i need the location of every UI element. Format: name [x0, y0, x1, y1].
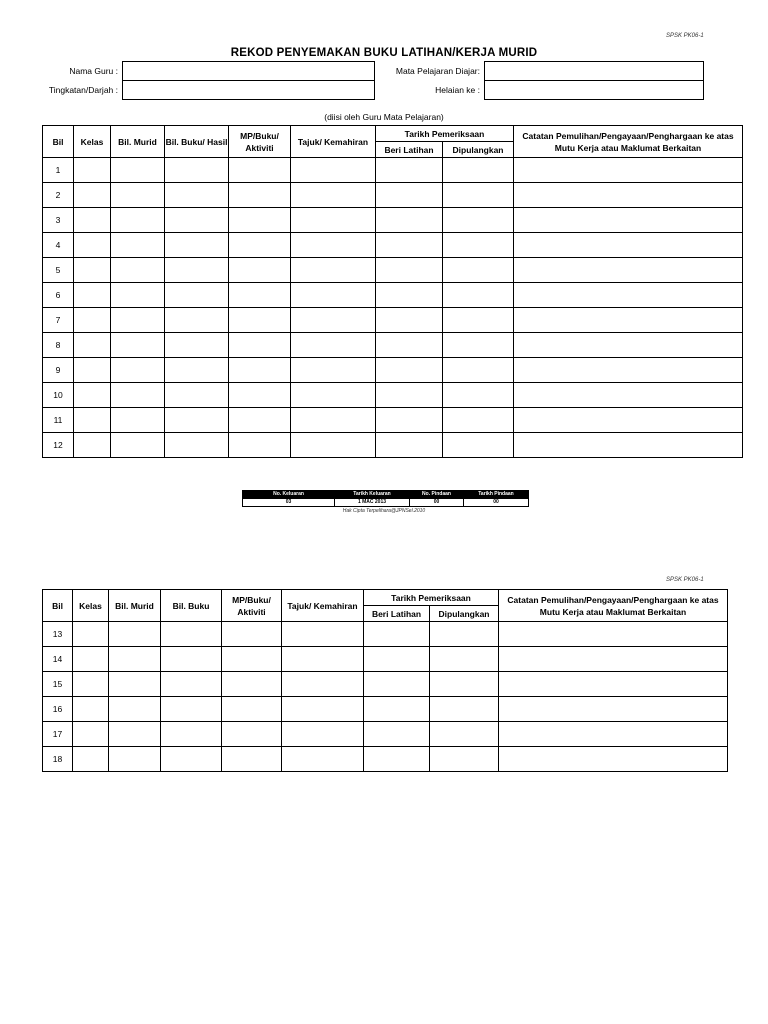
entry-cell[interactable]	[443, 408, 514, 433]
entry-cell[interactable]	[229, 408, 291, 433]
tingkatan-field[interactable]	[122, 80, 375, 100]
entry-cell[interactable]	[499, 647, 728, 672]
entry-cell[interactable]	[74, 333, 111, 358]
entry-cell[interactable]	[291, 208, 376, 233]
header-beri-latihan: Beri Latihan	[364, 606, 430, 622]
entry-cell[interactable]	[514, 283, 743, 308]
entry-cell[interactable]	[443, 208, 514, 233]
entry-cell[interactable]	[364, 622, 430, 647]
row-number: 8	[43, 333, 74, 358]
entry-cell[interactable]	[165, 383, 229, 408]
entry-cell[interactable]	[165, 158, 229, 183]
entry-cell[interactable]	[291, 433, 376, 458]
revision-header: Tarikh Keluaran	[335, 491, 410, 499]
entry-cell[interactable]	[376, 283, 443, 308]
entry-cell[interactable]	[161, 672, 222, 697]
revision-value: 00	[464, 499, 529, 507]
row-number: 2	[43, 183, 74, 208]
entry-cell[interactable]	[499, 747, 728, 772]
entry-cell[interactable]	[161, 697, 222, 722]
entry-cell[interactable]	[291, 308, 376, 333]
record-table-2	[42, 589, 728, 772]
entry-cell[interactable]	[514, 333, 743, 358]
row-number: 7	[43, 308, 74, 333]
entry-cell[interactable]	[111, 383, 165, 408]
header-catatan: Catatan Pemulihan/Pengayaan/Penghargaan ke atas Mutu Kerja atau Maklumat Berkaitan	[514, 126, 743, 158]
row-number: 10	[43, 383, 74, 408]
entry-cell[interactable]	[376, 208, 443, 233]
entry-cell[interactable]	[514, 183, 743, 208]
table-row	[43, 697, 728, 722]
entry-cell[interactable]	[364, 722, 430, 747]
entry-cell[interactable]	[229, 158, 291, 183]
entry-cell[interactable]	[364, 647, 430, 672]
entry-cell[interactable]	[499, 697, 728, 722]
table-row	[43, 747, 728, 772]
row-number: 6	[43, 283, 74, 308]
table-row	[43, 233, 743, 258]
entry-cell[interactable]	[376, 383, 443, 408]
document-code-2: SPSK PK06-1	[666, 577, 704, 583]
header-kelas: Kelas	[73, 590, 109, 622]
entry-cell[interactable]	[165, 283, 229, 308]
entry-cell[interactable]	[291, 333, 376, 358]
revision-header: No. Pindaan	[410, 491, 464, 499]
row-number: 12	[43, 433, 74, 458]
entry-cell[interactable]	[282, 647, 364, 672]
header-dipulangkan: Dipulangkan	[430, 606, 499, 622]
table-row	[43, 647, 728, 672]
entry-cell[interactable]	[111, 433, 165, 458]
entry-cell[interactable]	[74, 233, 111, 258]
entry-cell[interactable]	[74, 283, 111, 308]
header-catatan: Catatan Pemulihan/Pengayaan/Penghargaan ke atas Mutu Kerja atau Maklumat Berkaitan	[499, 590, 728, 622]
entry-cell[interactable]	[430, 622, 499, 647]
entry-cell[interactable]	[376, 333, 443, 358]
entry-cell[interactable]	[282, 622, 364, 647]
table-row	[43, 358, 743, 383]
form-title: REKOD PENYEMAKAN BUKU LATIHAN/KERJA MURID	[230, 47, 538, 59]
entry-cell[interactable]	[109, 672, 161, 697]
entry-cell[interactable]	[74, 158, 111, 183]
entry-cell[interactable]	[109, 647, 161, 672]
entry-cell[interactable]	[165, 233, 229, 258]
entry-cell[interactable]	[73, 622, 109, 647]
revision-value: 03	[243, 499, 335, 507]
table-row	[43, 433, 743, 458]
entry-cell[interactable]	[514, 208, 743, 233]
table-row	[43, 383, 743, 408]
entry-cell[interactable]	[109, 747, 161, 772]
entry-cell[interactable]	[109, 697, 161, 722]
revision-header: Tarikh Pindaan	[464, 491, 529, 499]
entry-cell[interactable]	[111, 408, 165, 433]
table-row	[43, 183, 743, 208]
entry-cell[interactable]	[165, 258, 229, 283]
entry-cell[interactable]	[291, 408, 376, 433]
entry-cell[interactable]	[74, 183, 111, 208]
header-bil-murid: Bil. Murid	[111, 126, 165, 158]
table-row	[43, 672, 728, 697]
row-number: 13	[43, 622, 73, 647]
entry-cell[interactable]	[74, 433, 111, 458]
row-number: 17	[43, 722, 73, 747]
entry-cell[interactable]	[443, 358, 514, 383]
entry-cell[interactable]	[229, 383, 291, 408]
table-row	[43, 158, 743, 183]
header-tajuk: Tajuk/ Kemahiran	[282, 590, 364, 622]
nama-guru-label: Nama Guru :	[69, 66, 118, 76]
entry-cell[interactable]	[229, 208, 291, 233]
table-row	[43, 408, 743, 433]
mata-pelajaran-label: Mata Pelajaran Diajar:	[395, 66, 480, 76]
entry-cell[interactable]	[364, 672, 430, 697]
entry-cell[interactable]	[165, 333, 229, 358]
entry-cell[interactable]	[282, 672, 364, 697]
entry-cell[interactable]	[291, 183, 376, 208]
entry-cell[interactable]	[109, 622, 161, 647]
entry-cell[interactable]	[514, 433, 743, 458]
entry-cell[interactable]	[514, 233, 743, 258]
header-bil: Bil	[43, 126, 74, 158]
entry-cell[interactable]	[161, 622, 222, 647]
entry-cell[interactable]	[111, 333, 165, 358]
entry-cell[interactable]	[73, 672, 109, 697]
revision-header: No. Keluaran	[243, 491, 335, 499]
entry-cell[interactable]	[430, 722, 499, 747]
header-bil-buku: Bil. Buku	[161, 590, 222, 622]
entry-cell[interactable]	[376, 308, 443, 333]
header-mp-buku: MP/Buku/ Aktiviti	[229, 126, 291, 158]
entry-cell[interactable]	[74, 308, 111, 333]
entry-cell[interactable]	[364, 697, 430, 722]
entry-cell[interactable]	[376, 233, 443, 258]
row-number: 16	[43, 697, 73, 722]
entry-cell[interactable]	[111, 308, 165, 333]
entry-cell[interactable]	[443, 283, 514, 308]
entry-cell[interactable]	[74, 358, 111, 383]
entry-cell[interactable]	[229, 333, 291, 358]
entry-cell[interactable]	[376, 433, 443, 458]
entry-cell[interactable]	[443, 308, 514, 333]
entry-cell[interactable]	[74, 408, 111, 433]
entry-cell[interactable]	[73, 697, 109, 722]
entry-cell[interactable]	[430, 672, 499, 697]
entry-cell[interactable]	[73, 722, 109, 747]
entry-cell[interactable]	[376, 408, 443, 433]
revision-table	[242, 490, 529, 507]
entry-cell[interactable]	[111, 183, 165, 208]
entry-cell[interactable]	[443, 333, 514, 358]
entry-cell[interactable]	[111, 208, 165, 233]
entry-cell[interactable]	[376, 358, 443, 383]
entry-cell[interactable]	[282, 747, 364, 772]
entry-cell[interactable]	[74, 383, 111, 408]
entry-cell[interactable]	[514, 258, 743, 283]
entry-cell[interactable]	[499, 672, 728, 697]
header-bil: Bil	[43, 590, 73, 622]
entry-cell[interactable]	[443, 383, 514, 408]
entry-cell[interactable]	[165, 408, 229, 433]
entry-cell[interactable]	[111, 358, 165, 383]
entry-cell[interactable]	[376, 158, 443, 183]
entry-cell[interactable]	[73, 647, 109, 672]
table-row	[43, 258, 743, 283]
entry-cell[interactable]	[111, 233, 165, 258]
document-code: SPSK PK06-1	[666, 33, 704, 39]
row-number: 4	[43, 233, 74, 258]
entry-cell[interactable]	[499, 722, 728, 747]
revision-value: 1 MAC 2013	[335, 499, 410, 507]
header-tarikh: Tarikh Pemeriksaan	[364, 590, 499, 606]
header-tarikh: Tarikh Pemeriksaan	[376, 126, 514, 142]
row-number: 5	[43, 258, 74, 283]
entry-cell[interactable]	[222, 747, 282, 772]
entry-cell[interactable]	[514, 308, 743, 333]
entry-cell[interactable]	[291, 358, 376, 383]
entry-cell[interactable]	[229, 358, 291, 383]
row-number: 15	[43, 672, 73, 697]
entry-cell[interactable]	[165, 308, 229, 333]
header-tajuk: Tajuk/ Kemahiran	[291, 126, 376, 158]
entry-cell[interactable]	[499, 622, 728, 647]
entry-cell[interactable]	[443, 158, 514, 183]
entry-cell[interactable]	[165, 433, 229, 458]
helaian-label: Helaian ke :	[435, 85, 480, 95]
copyright-text: Hak Cipta Terpelihara@JPNSel.2010	[342, 508, 426, 514]
entry-cell[interactable]	[514, 158, 743, 183]
row-number: 3	[43, 208, 74, 233]
entry-cell[interactable]	[364, 747, 430, 772]
fill-note: (diisi oleh Guru Mata Pelajaran)	[324, 112, 444, 122]
entry-cell[interactable]	[443, 233, 514, 258]
entry-cell[interactable]	[376, 258, 443, 283]
entry-cell[interactable]	[514, 383, 743, 408]
entry-cell[interactable]	[222, 697, 282, 722]
entry-cell[interactable]	[165, 183, 229, 208]
revision-value: 00	[410, 499, 464, 507]
entry-cell[interactable]	[74, 208, 111, 233]
entry-cell[interactable]	[161, 747, 222, 772]
entry-cell[interactable]	[430, 647, 499, 672]
entry-cell[interactable]	[111, 158, 165, 183]
entry-cell[interactable]	[222, 722, 282, 747]
entry-cell[interactable]	[111, 283, 165, 308]
row-number: 1	[43, 158, 74, 183]
row-number: 18	[43, 747, 73, 772]
entry-cell[interactable]	[443, 258, 514, 283]
entry-cell[interactable]	[514, 358, 743, 383]
entry-cell[interactable]	[222, 647, 282, 672]
header-kelas: Kelas	[74, 126, 111, 158]
row-number: 9	[43, 358, 74, 383]
entry-cell[interactable]	[443, 183, 514, 208]
entry-cell[interactable]	[161, 647, 222, 672]
header-dipulangkan: Dipulangkan	[443, 142, 514, 158]
entry-cell[interactable]	[430, 747, 499, 772]
entry-cell[interactable]	[222, 622, 282, 647]
table-row	[43, 308, 743, 333]
row-number: 14	[43, 647, 73, 672]
entry-cell[interactable]	[229, 433, 291, 458]
entry-cell[interactable]	[74, 258, 111, 283]
helaian-field[interactable]	[484, 80, 704, 100]
entry-cell[interactable]	[291, 283, 376, 308]
entry-cell[interactable]	[291, 158, 376, 183]
nama-guru-field[interactable]	[122, 61, 375, 81]
table-row	[43, 208, 743, 233]
entry-cell[interactable]	[165, 208, 229, 233]
table-row	[43, 283, 743, 308]
record-table-1	[42, 125, 743, 458]
entry-cell[interactable]	[222, 672, 282, 697]
entry-cell[interactable]	[282, 697, 364, 722]
entry-cell[interactable]	[161, 722, 222, 747]
mata-pelajaran-field[interactable]	[484, 61, 704, 81]
header-bil-buku: Bil. Buku/ Hasil	[165, 126, 229, 158]
entry-cell[interactable]	[229, 183, 291, 208]
header-beri-latihan: Beri Latihan	[376, 142, 443, 158]
entry-cell[interactable]	[229, 258, 291, 283]
entry-cell[interactable]	[443, 433, 514, 458]
entry-cell[interactable]	[282, 722, 364, 747]
entry-cell[interactable]	[165, 358, 229, 383]
entry-cell[interactable]	[111, 258, 165, 283]
entry-cell[interactable]	[291, 383, 376, 408]
entry-cell[interactable]	[229, 308, 291, 333]
table-row	[43, 722, 728, 747]
entry-cell[interactable]	[376, 183, 443, 208]
entry-cell[interactable]	[73, 747, 109, 772]
table-row	[43, 333, 743, 358]
header-bil-murid: Bil. Murid	[109, 590, 161, 622]
entry-cell[interactable]	[229, 233, 291, 258]
entry-cell[interactable]	[229, 283, 291, 308]
header-mp-buku: MP/Buku/ Aktiviti	[222, 590, 282, 622]
entry-cell[interactable]	[291, 233, 376, 258]
entry-cell[interactable]	[291, 258, 376, 283]
entry-cell[interactable]	[514, 408, 743, 433]
table-row	[43, 622, 728, 647]
tingkatan-label: Tingkatan/Darjah :	[48, 85, 118, 95]
entry-cell[interactable]	[109, 722, 161, 747]
row-number: 11	[43, 408, 74, 433]
entry-cell[interactable]	[430, 697, 499, 722]
